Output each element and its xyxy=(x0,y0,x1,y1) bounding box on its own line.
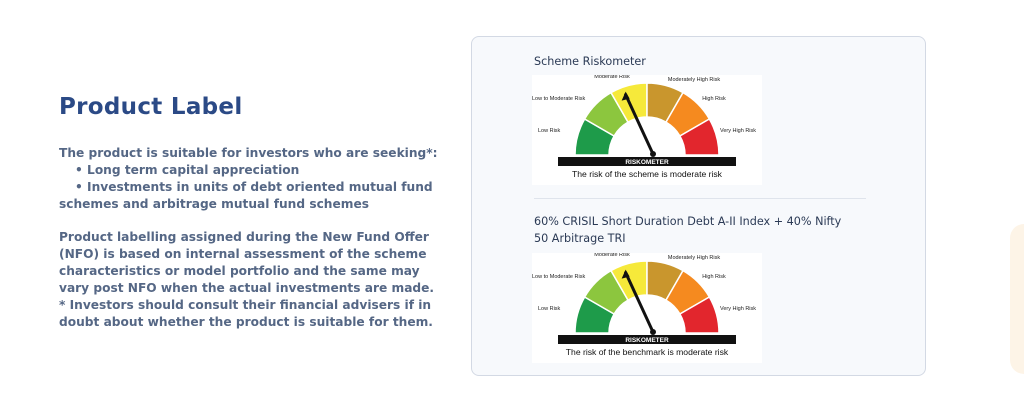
suitability-text xyxy=(59,145,449,213)
label-moderate-risk: Moderate Risk xyxy=(594,253,630,258)
label-very-high-risk: Very High Risk xyxy=(719,306,757,312)
label-high-risk: High Risk xyxy=(702,274,726,280)
riskometer-caption: The risk of the scheme is moderate risk xyxy=(572,169,722,179)
divider xyxy=(534,198,866,199)
riskometer-band-label: RISKOMETER xyxy=(625,337,669,344)
needle-pivot xyxy=(650,329,656,335)
suitability-bullet: • Long term capital appreciation xyxy=(75,163,300,177)
label-moderate-risk: Moderate Risk xyxy=(594,75,630,80)
riskometer-caption: The risk of the benchmark is moderate risk xyxy=(565,347,729,357)
suitability-intro: The product is suitable for investors who are seeking*: xyxy=(59,146,438,160)
label-low-risk: Low Risk xyxy=(538,128,561,134)
bullet-text: Investments in units of debt oriented mutual fund schemes and arbitrage mutual fund schemes xyxy=(59,180,433,211)
label-low-to-moderate-risk: Low to Moderate Risk xyxy=(532,274,586,280)
label-moderately-high-risk: Moderately High Risk xyxy=(667,255,721,261)
scheme-riskometer-title: Scheme Riskometer xyxy=(534,55,646,68)
product-label-title: Product Label xyxy=(59,94,243,120)
disclaimer-text xyxy=(59,229,449,331)
riskometer-card xyxy=(471,36,926,376)
label-moderately-high-risk: Moderately High Risk xyxy=(667,77,721,83)
benchmark-riskometer-title: 60% CRISIL Short Duration Debt A-II Index + 40% Nifty 50 Arbitrage TRI xyxy=(534,215,842,245)
scheme-riskometer-gauge xyxy=(532,75,762,185)
investor-note: * Investors should consult their financial advisers if in doubt about whether the product is suitable for them. xyxy=(59,298,433,329)
riskometer-band-label: RISKOMETER xyxy=(625,159,669,166)
bullet-text: Long term capital appreciation xyxy=(87,163,300,177)
decorative-shape xyxy=(1010,224,1024,374)
product-label-section xyxy=(59,92,449,331)
labelling-disclaimer: Product labelling assigned during the New Fund Offer (NFO) is based on internal assessment of the scheme characteristics or model portfolio and the same may vary post NFO when the actual investments are made. xyxy=(59,230,435,295)
label-very-high-risk: Very High Risk xyxy=(719,128,757,134)
label-high-risk: High Risk xyxy=(702,96,726,102)
benchmark-riskometer-gauge xyxy=(532,253,762,363)
suitability-bullet: • Investments in units of debt oriented mutual fund schemes and arbitrage mutual fund schemes xyxy=(59,180,433,211)
label-low-risk: Low Risk xyxy=(538,306,561,312)
needle-pivot xyxy=(650,151,656,157)
label-low-to-moderate-risk: Low to Moderate Risk xyxy=(532,96,586,102)
